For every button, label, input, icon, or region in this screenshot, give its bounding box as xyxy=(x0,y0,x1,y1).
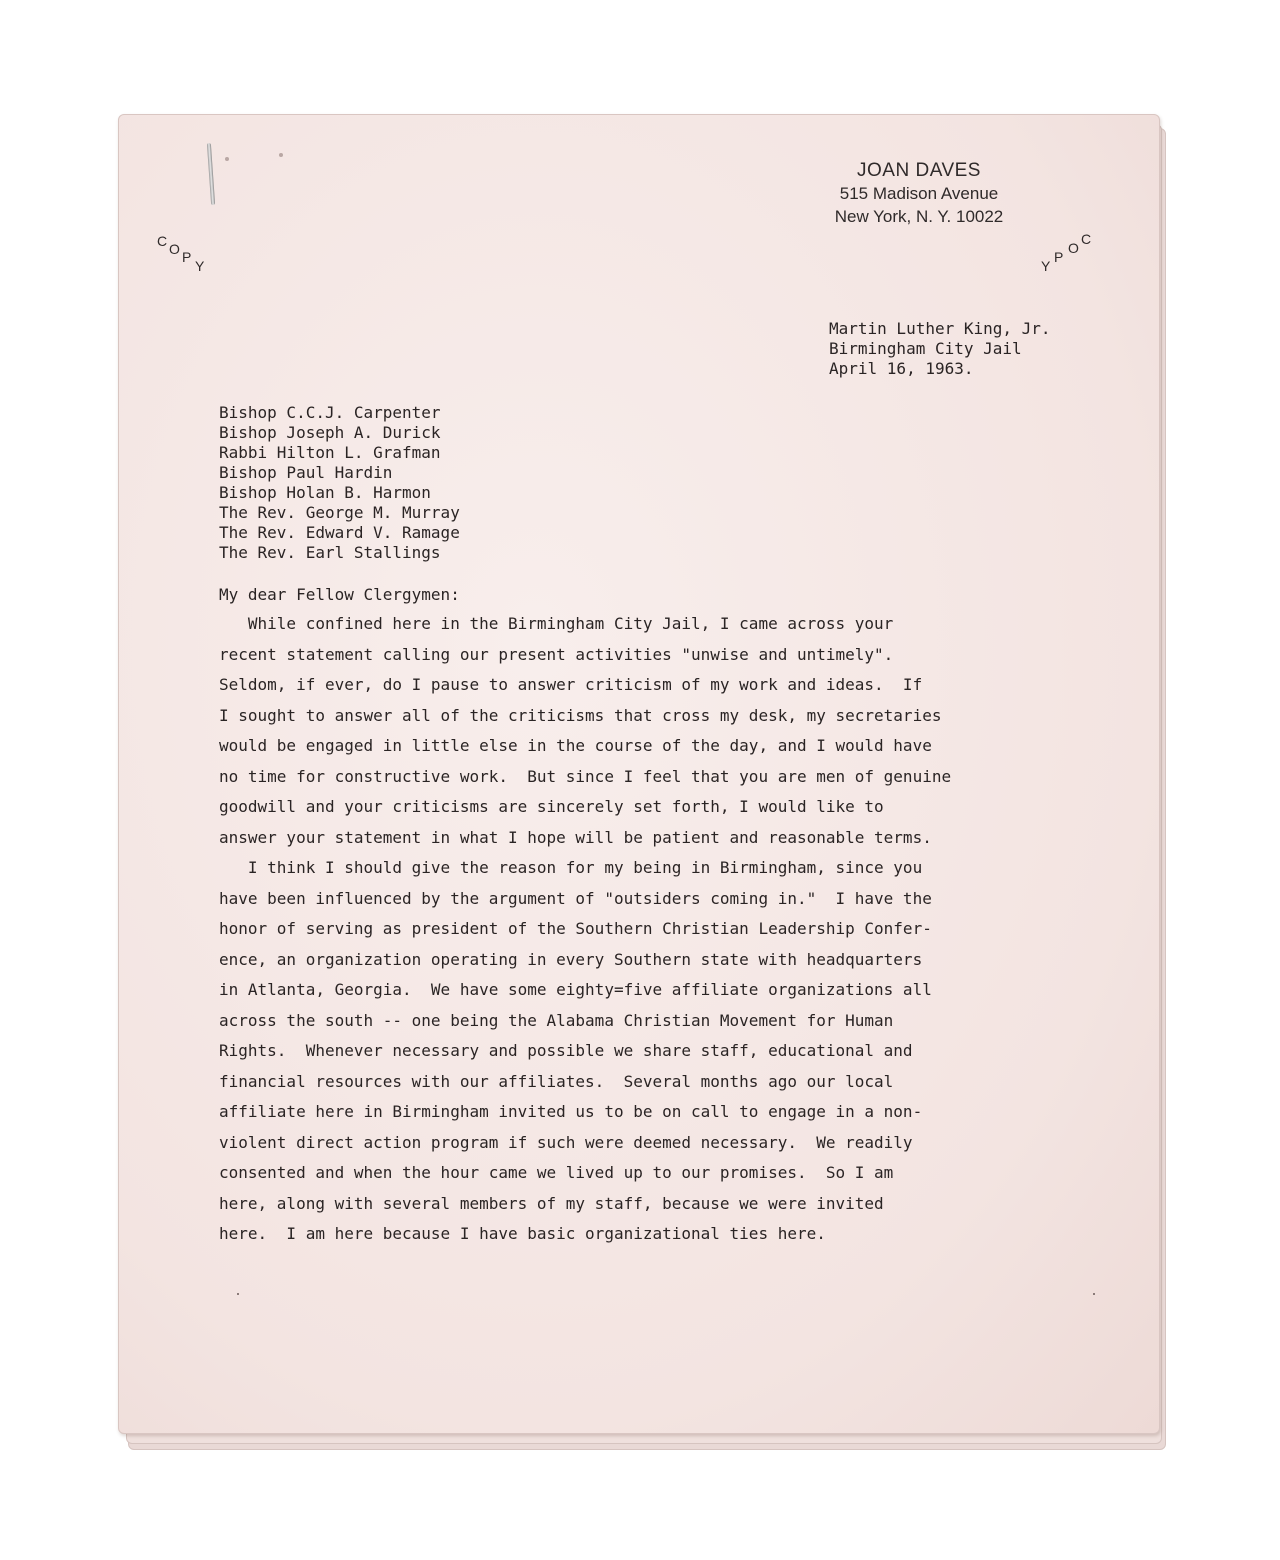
body-line: affiliate here in Birmingham invited us to be on call to engage in a non- xyxy=(219,1102,923,1121)
body-line: answer your statement in what I hope will be patient and reasonable terms. xyxy=(219,827,932,847)
stamp-address: 515 Madison Avenue xyxy=(839,184,999,203)
staple-hole xyxy=(279,153,283,157)
copy-mark-letter: P xyxy=(1054,249,1064,265)
body-line: goodwill and your criticisms are sincerely set forth, I would like to xyxy=(219,797,884,816)
recipient: Bishop C.C.J. Carpenter xyxy=(219,403,441,422)
body-line: here, along with several members of my staff, because we were invited xyxy=(219,1193,884,1213)
body-line: would be engaged in little else in the course of the day, and I would have xyxy=(219,736,932,755)
recipient: Bishop Paul Hardin xyxy=(219,463,393,482)
recipient: The Rev. Earl Stallings xyxy=(219,543,441,562)
sender-block xyxy=(829,319,1051,379)
paper-speck xyxy=(1093,1293,1095,1295)
body-line: here. I am here because I have basic organizational ties here. xyxy=(219,1224,826,1243)
body-line: in Atlanta, Georgia. We have some eighty=five affiliate organizations all xyxy=(219,980,932,999)
body-line: While confined here in the Birmingham City Jail, I came across your xyxy=(219,614,894,633)
sender-name: Martin Luther King, Jr. xyxy=(829,319,1051,338)
letter-body xyxy=(219,609,1139,1250)
sender-place: Birmingham City Jail xyxy=(829,339,1022,358)
recipient: Bishop Holan B. Harmon xyxy=(219,483,431,502)
copy-mark-letter: C xyxy=(1081,231,1092,247)
body-line: no time for constructive work. But since I feel that you are men of genuine xyxy=(219,766,952,786)
copy-mark-letter: O xyxy=(1068,240,1079,256)
recipient-list xyxy=(219,403,460,563)
body-line: financial resources with our affiliates. Several months ago our local xyxy=(219,1071,894,1091)
salutation: My dear Fellow Clergymen: xyxy=(219,585,460,604)
body-line: ence, an organization operating in every Southern state with headquarters xyxy=(219,949,923,969)
body-line: Seldom, if ever, do I pause to answer criticism of my work and ideas. If xyxy=(219,675,923,694)
body-line: across the south -- one being the Alabama Christian Movement for Human xyxy=(219,1010,894,1030)
copy-mark-letter: P xyxy=(182,249,192,265)
copy-mark-right xyxy=(1039,229,1099,279)
body-line: have been influenced by the argument of "outsiders coming in." I have the xyxy=(219,888,932,908)
stamp-city: New York, N. Y. 10022 xyxy=(834,207,1004,226)
copy-mark-letter: C xyxy=(157,233,168,249)
body-line: Rights. Whenever necessary and possible we share staff, educational and xyxy=(219,1041,913,1060)
copy-mark-letter: Y xyxy=(1041,258,1051,274)
body-line: honor of serving as president of the Southern Christian Leadership Confer- xyxy=(219,919,932,938)
staple xyxy=(207,143,215,205)
recipient: The Rev. George M. Murray xyxy=(219,503,460,522)
copy-mark-letter: Y xyxy=(195,258,205,274)
copy-mark-left xyxy=(155,233,215,283)
body-line: I sought to answer all of the criticisms that cross my desk, my secretaries xyxy=(219,705,942,725)
body-line: consented and when the hour came we lived up to our promises. So I am xyxy=(219,1163,894,1182)
copy-mark-letter: O xyxy=(169,241,180,257)
paper-speck xyxy=(237,1293,239,1295)
letter-date: April 16, 1963. xyxy=(829,359,974,378)
body-line: I think I should give the reason for my being in Birmingham, since you xyxy=(219,858,923,877)
recipient: Bishop Joseph A. Durick xyxy=(219,423,441,442)
stamp-name: JOAN DAVES xyxy=(857,160,981,181)
body-line: recent statement calling our present activities "unwise and untimely". xyxy=(219,644,894,664)
agency-stamp xyxy=(789,159,1049,228)
staple-hole xyxy=(225,157,229,161)
recipient: The Rev. Edward V. Ramage xyxy=(219,523,460,542)
letter-page xyxy=(118,114,1160,1434)
recipient: Rabbi Hilton L. Grafman xyxy=(219,443,441,462)
body-line: violent direct action program if such were deemed necessary. We readily xyxy=(219,1132,913,1152)
